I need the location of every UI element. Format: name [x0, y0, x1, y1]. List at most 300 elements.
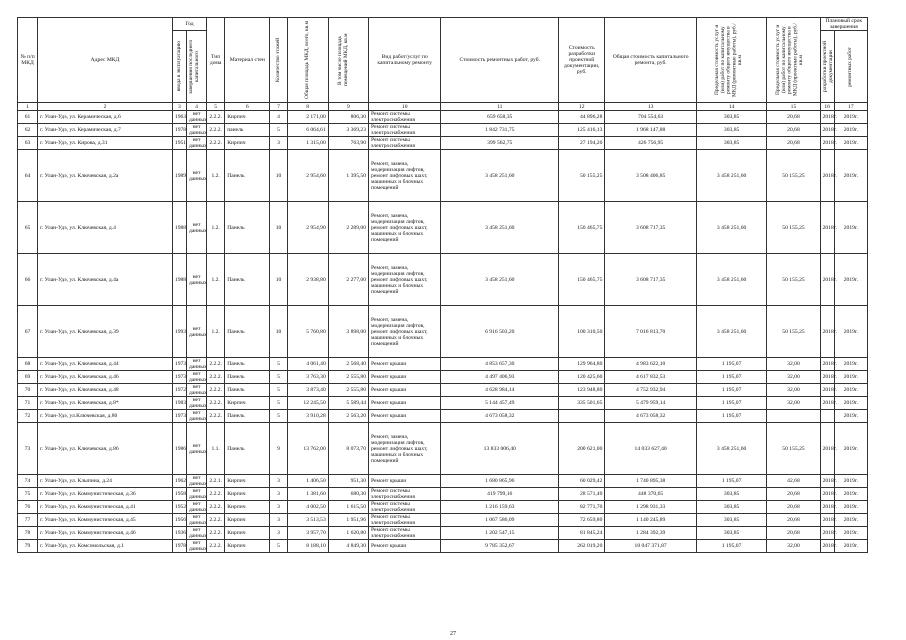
address-cell: г. Улан-Удэ, ул.Ключевская, д.80	[38, 410, 173, 423]
year-build-cell: 1973	[172, 371, 186, 384]
address-cell: г. Улан-Удэ, ул. Ключевская, д.86	[38, 423, 173, 475]
limit-repair-cell: 303,85	[696, 527, 766, 540]
plan-repair-cell: 2019г.	[834, 254, 867, 306]
address-cell: г. Улан-Удэ, ул. Коммунистическая, д.41	[38, 501, 173, 514]
column-numbers-row	[18, 103, 868, 111]
area-living-cell: 1 615,50	[328, 501, 368, 514]
table-row	[18, 384, 868, 397]
wall-material-cell: Кирпич	[225, 514, 270, 527]
limit-design-cell: 50 155,25	[767, 202, 820, 254]
year-build-cell: 1988	[172, 254, 186, 306]
cost-repair-cell: 4 853 657,30	[441, 358, 559, 371]
year-repair-cell: нет данных	[186, 488, 206, 501]
limit-design-cell: 42,68	[767, 475, 820, 488]
limit-design-cell: 50 155,25	[767, 254, 820, 306]
row-number: 77	[18, 514, 38, 527]
area-total-cell: 13 762,00	[287, 423, 328, 475]
work-type-cell: Ремонт системы электроснабжения	[369, 111, 441, 124]
col-limit-repair-header: Предельная стоимость услуг и (или) работ по капитальному ремонту общего имущества в МКД (ремонтные работы), руб./кв.м	[696, 18, 766, 103]
wall-material-cell: Панель	[225, 371, 270, 384]
column-number: 2	[38, 103, 173, 111]
work-type-cell: Ремонт крыши	[369, 358, 441, 371]
wall-material-cell: Панель	[225, 423, 270, 475]
house-type-cell: 2.2.2.	[207, 540, 225, 553]
area-total-cell: 2 938,80	[287, 254, 328, 306]
house-type-cell: 2.2.2.	[207, 384, 225, 397]
cost-total-cell: 4 752 932,94	[605, 384, 697, 397]
plan-repair-cell: 2019г.	[834, 137, 867, 150]
area-living-cell: 3 898,00	[328, 306, 368, 358]
col-material-header: Материал стен	[225, 18, 270, 103]
column-number: 10	[369, 103, 441, 111]
col-plan-header: Плановый срок завершения	[820, 18, 867, 31]
limit-repair-cell: 303,85	[696, 488, 766, 501]
column-number: 11	[441, 103, 559, 111]
house-type-cell: 2.2.2.	[207, 358, 225, 371]
cost-design-cell: 123 948,80	[559, 384, 605, 397]
wall-material-cell: Панель	[225, 410, 270, 423]
plan-repair-cell: 2019г.	[834, 306, 867, 358]
address-cell: г. Улан-Удэ, ул. Ключевская, д.46	[38, 371, 173, 384]
address-cell: г. Улан-Удэ, ул. Ключевская, д.4а	[38, 254, 173, 306]
table-row	[18, 358, 868, 371]
table-row	[18, 410, 868, 423]
cost-repair-cell: 1 067 586,09	[441, 514, 559, 527]
plan-repair-cell: 2019г.	[834, 371, 867, 384]
year-repair-cell: нет данных	[186, 384, 206, 397]
plan-design-cell: 2018г.	[820, 397, 834, 410]
table-row	[18, 475, 868, 488]
year-build-cell: 1978	[172, 540, 186, 553]
area-total-cell: 4 002,50	[287, 501, 328, 514]
limit-repair-cell: 303,85	[696, 111, 766, 124]
floors-cell: 3	[270, 475, 287, 488]
wall-material-cell: Кирпич	[225, 137, 270, 150]
cost-repair-cell: 1 202 547,15	[441, 527, 559, 540]
work-type-cell: Ремонт системы электроснабжения	[369, 501, 441, 514]
row-number: 71	[18, 397, 38, 410]
plan-repair-cell: 2019г.	[834, 423, 867, 475]
column-number: 13	[605, 103, 697, 111]
col-address-header: Адрес МКД	[38, 18, 173, 103]
work-type-cell: Ремонт крыши	[369, 475, 441, 488]
limit-design-cell: 20,68	[767, 124, 820, 137]
column-number: 12	[559, 103, 605, 111]
plan-design-cell: 2018г.	[820, 254, 834, 306]
cost-design-cell: 335 501,65	[559, 397, 605, 410]
cost-design-cell: 27 194,20	[559, 137, 605, 150]
column-number: 17	[834, 103, 867, 111]
floors-cell: 5	[270, 397, 287, 410]
cost-design-cell: 200 621,00	[559, 423, 605, 475]
year-repair-cell: нет данных	[186, 514, 206, 527]
limit-repair-cell: 1 195,07	[696, 358, 766, 371]
row-number: 69	[18, 371, 38, 384]
column-number: 15	[767, 103, 820, 111]
cost-design-cell: 150 465,75	[559, 254, 605, 306]
plan-design-cell: 2018г.	[820, 527, 834, 540]
year-build-cell: 1989	[172, 150, 186, 202]
table-row	[18, 124, 868, 137]
area-total-cell: 12 245,50	[287, 397, 328, 410]
column-number: 8	[287, 103, 328, 111]
address-cell: г. Улан-Удэ, ул. Керамическая, д.7	[38, 124, 173, 137]
row-number: 65	[18, 202, 38, 254]
cost-design-cell: 262 019,20	[559, 540, 605, 553]
cost-repair-cell: 4 673 058,32	[441, 410, 559, 423]
floors-cell: 3	[270, 488, 287, 501]
floors-cell: 10	[270, 150, 287, 202]
house-type-cell: 1.2.	[207, 306, 225, 358]
cost-total-cell: 7 016 813,70	[605, 306, 697, 358]
floors-cell: 5	[270, 358, 287, 371]
plan-design-cell: 2018г.	[820, 514, 834, 527]
limit-design-cell: 50 155,25	[767, 150, 820, 202]
cost-repair-cell: 3 458 251,60	[441, 202, 559, 254]
floors-cell: 5	[270, 410, 287, 423]
address-cell: г. Улан-Удэ, ул. Ключевская, д.4	[38, 202, 173, 254]
cost-total-cell: 1 740 895,38	[605, 475, 697, 488]
plan-design-cell: 2018г.	[820, 202, 834, 254]
year-repair-cell: нет данных	[186, 254, 206, 306]
table-row	[18, 254, 868, 306]
area-total-cell: 1 315,00	[287, 137, 328, 150]
house-type-cell: 1.1.	[207, 423, 225, 475]
limit-design-cell	[767, 410, 820, 423]
area-total-cell: 1 406,50	[287, 475, 328, 488]
table-row	[18, 111, 868, 124]
col-year-repair-header: завершения последнего капитального	[186, 31, 206, 103]
cost-repair-cell: 5 144 457,49	[441, 397, 559, 410]
plan-design-cell: 2018г.	[820, 475, 834, 488]
wall-material-cell: Панель	[225, 254, 270, 306]
row-number: 67	[18, 306, 38, 358]
cost-total-cell: 4 673 058,32	[605, 410, 697, 423]
column-number: 4	[186, 103, 206, 111]
cost-design-cell: 28 571,40	[559, 488, 605, 501]
col-floors-header: Количество этажей	[270, 18, 287, 103]
floors-cell: 3	[270, 501, 287, 514]
year-repair-cell: нет данных	[186, 423, 206, 475]
plan-design-cell: 2018г.	[820, 137, 834, 150]
table-row	[18, 150, 868, 202]
area-total-cell: 3 763,30	[287, 371, 328, 384]
column-number: 9	[328, 103, 368, 111]
plan-repair-cell: 2019г.	[834, 501, 867, 514]
address-cell: г. Улан-Удэ, ул. Ключевская, д.2а	[38, 150, 173, 202]
cost-design-cell: 100 310,50	[559, 306, 605, 358]
house-type-cell: 2.2.2.	[207, 501, 225, 514]
year-build-cell: 1956	[172, 514, 186, 527]
cost-repair-cell: 13 833 006,40	[441, 423, 559, 475]
table-header	[18, 18, 868, 111]
capital-repair-table	[17, 17, 868, 553]
plan-repair-cell: 2019г.	[834, 358, 867, 371]
col-area-living-header: В том числе площадь помещений МКД, кв.м	[328, 18, 368, 103]
work-type-cell: Ремонт системы электроснабжения	[369, 514, 441, 527]
house-type-cell: 2.2.1.	[207, 475, 225, 488]
wall-material-cell: Кирпич	[225, 488, 270, 501]
year-build-cell: 1936	[172, 527, 186, 540]
cost-total-cell: 10 047 371,87	[605, 540, 697, 553]
row-number: 61	[18, 111, 38, 124]
wall-material-cell: Кирпич	[225, 527, 270, 540]
limit-design-cell: 20,68	[767, 527, 820, 540]
cost-design-cell: 60 029,42	[559, 475, 605, 488]
row-number: 63	[18, 137, 38, 150]
area-living-cell: 2 555,80	[328, 371, 368, 384]
year-repair-cell: нет данных	[186, 124, 206, 137]
area-living-cell: 1 395,50	[328, 150, 368, 202]
cost-repair-cell: 419 799,16	[441, 488, 559, 501]
floors-cell: 3	[270, 527, 287, 540]
plan-design-cell: 2018г.	[820, 124, 834, 137]
limit-design-cell: 32,00	[767, 397, 820, 410]
area-living-cell: 2 289,00	[328, 202, 368, 254]
column-number: 5	[207, 103, 225, 111]
plan-repair-cell: 2019г.	[834, 150, 867, 202]
limit-design-cell: 32,00	[767, 371, 820, 384]
floors-cell: 3	[270, 137, 287, 150]
cost-total-cell: 3 608 717,35	[605, 254, 697, 306]
table-row	[18, 488, 868, 501]
floors-cell: 5	[270, 540, 287, 553]
cost-repair-cell: 9 785 352,67	[441, 540, 559, 553]
wall-material-cell: панель	[225, 124, 270, 137]
year-repair-cell: нет данных	[186, 540, 206, 553]
cost-total-cell: 426 756,95	[605, 137, 697, 150]
table-body	[18, 111, 868, 553]
year-repair-cell: нет данных	[186, 306, 206, 358]
col-type-header: Тип дома	[207, 18, 225, 103]
year-build-cell: 1951	[172, 137, 186, 150]
plan-design-cell: 2018г.	[820, 488, 834, 501]
year-repair-cell: нет данных	[186, 475, 206, 488]
address-cell: г. Улан-Удэ, ул. Ключевская, д.8*	[38, 397, 173, 410]
address-cell: г. Улан-Удэ, ул. Клыпина, д.24	[38, 475, 173, 488]
floors-cell: 9	[270, 423, 287, 475]
row-number: 79	[18, 540, 38, 553]
wall-material-cell: Панель	[225, 306, 270, 358]
area-living-cell: 4 849,30	[328, 540, 368, 553]
column-number: 1	[18, 103, 38, 111]
col-year-header: Год	[172, 18, 206, 31]
plan-design-cell: 2018г.	[820, 111, 834, 124]
limit-design-cell: 32,00	[767, 384, 820, 397]
cost-repair-cell: 1 680 865,96	[441, 475, 559, 488]
house-type-cell: 2.2.2.	[207, 124, 225, 137]
col-area-total-header: Общая площадь МКД, всего, кв.м	[287, 18, 328, 103]
address-cell: г. Улан-Удэ, ул. Кирова, д.31	[38, 137, 173, 150]
page-number: 27	[450, 631, 456, 637]
limit-repair-cell: 1 195,07	[696, 540, 766, 553]
table-row	[18, 514, 868, 527]
address-cell: г. Улан-Удэ, ул. Ключевская, д.44	[38, 358, 173, 371]
work-type-cell: Ремонт крыши	[369, 410, 441, 423]
plan-repair-cell: 2019г.	[834, 124, 867, 137]
cost-design-cell: 72 659,80	[559, 514, 605, 527]
cost-design-cell: 125 416,13	[559, 124, 605, 137]
table-row	[18, 306, 868, 358]
cost-design-cell: 82 771,70	[559, 501, 605, 514]
house-type-cell: 1.2.	[207, 202, 225, 254]
house-type-cell: 2.2.2.	[207, 397, 225, 410]
year-build-cell: 1988	[172, 202, 186, 254]
wall-material-cell: Панель	[225, 150, 270, 202]
table-row	[18, 371, 868, 384]
limit-repair-cell: 1 195,07	[696, 371, 766, 384]
wall-material-cell: Панель	[225, 384, 270, 397]
limit-repair-cell: 3 458 251,60	[696, 254, 766, 306]
limit-design-cell: 32,00	[767, 358, 820, 371]
year-repair-cell: нет данных	[186, 371, 206, 384]
limit-repair-cell: 303,85	[696, 137, 766, 150]
col-cost-repair-header: Стоимость ремонтных работ, руб.	[441, 18, 559, 103]
work-type-cell: Ремонт системы электроснабжения	[369, 527, 441, 540]
work-type-cell: Ремонт системы электроснабжения	[369, 124, 441, 137]
house-type-cell: 2.2.2.	[207, 488, 225, 501]
area-total-cell: 3 910,28	[287, 410, 328, 423]
plan-design-cell: 2018г.	[820, 540, 834, 553]
cost-design-cell: 44 896,28	[559, 111, 605, 124]
area-living-cell: 1 951,96	[328, 514, 368, 527]
area-total-cell: 3 957,70	[287, 527, 328, 540]
year-build-cell: 1986	[172, 423, 186, 475]
plan-repair-cell: 2019г.	[834, 514, 867, 527]
floors-cell: 4	[270, 111, 287, 124]
column-number: 3	[172, 103, 186, 111]
plan-repair-cell: 2019г.	[834, 111, 867, 124]
floors-cell: 5	[270, 124, 287, 137]
cost-design-cell	[559, 410, 605, 423]
house-type-cell: 2.2.2.	[207, 514, 225, 527]
limit-repair-cell: 3 458 251,60	[696, 202, 766, 254]
year-build-cell: 1962	[172, 475, 186, 488]
area-living-cell: 2 555,80	[328, 384, 368, 397]
limit-repair-cell: 1 195,07	[696, 410, 766, 423]
cost-repair-cell: 4 628 984,14	[441, 384, 559, 397]
house-type-cell: 2.2.2.	[207, 111, 225, 124]
year-build-cell: 1978	[172, 124, 186, 137]
area-living-cell: 5 589,44	[328, 397, 368, 410]
house-type-cell: 2.2.2.	[207, 527, 225, 540]
year-repair-cell: нет данных	[186, 358, 206, 371]
cost-total-cell: 14 033 627,40	[605, 423, 697, 475]
work-type-cell: Ремонт, замена, модернизация лифтов, ремонт лифтовых шахт, машинных и блочных помещений	[369, 150, 441, 202]
plan-repair-cell: 2019г.	[834, 384, 867, 397]
limit-repair-cell: 303,85	[696, 514, 766, 527]
cost-total-cell: 704 554,63	[605, 111, 697, 124]
year-build-cell: 1963	[172, 111, 186, 124]
house-type-cell: 1.2.	[207, 150, 225, 202]
area-living-cell: 2 277,00	[328, 254, 368, 306]
work-type-cell: Ремонт, замена, модернизация лифтов, ремонт лифтовых шахт, машинных и блочных помещений	[369, 202, 441, 254]
area-total-cell: 2 954,90	[287, 202, 328, 254]
area-living-cell: 8 073,70	[328, 423, 368, 475]
table-row	[18, 540, 868, 553]
work-type-cell: Ремонт системы электроснабжения	[369, 488, 441, 501]
area-total-cell: 3 873,40	[287, 384, 328, 397]
work-type-cell: Ремонт, замена, модернизация лифтов, ремонт лифтовых шахт, машинных и блочных помещений	[369, 423, 441, 475]
row-number: 70	[18, 384, 38, 397]
cost-total-cell: 448 370,65	[605, 488, 697, 501]
area-total-cell: 8 188,10	[287, 540, 328, 553]
year-repair-cell: нет данных	[186, 501, 206, 514]
wall-material-cell: Кирпич	[225, 111, 270, 124]
plan-design-cell: 2018г.	[820, 501, 834, 514]
table-row	[18, 423, 868, 475]
cost-design-cell: 50 155,25	[559, 150, 605, 202]
wall-material-cell: Панель	[225, 358, 270, 371]
col-limit-design-header: Предельная стоимость услуг и (или) работ по капитальному ремонту общего имущества в МКД (проектные работы), руб./кв.м	[767, 18, 820, 103]
cost-repair-cell: 1 842 731,75	[441, 124, 559, 137]
column-number: 14	[696, 103, 766, 111]
address-cell: г. Улан-Удэ, ул. Ключевская, д.48	[38, 384, 173, 397]
col-num-header: № п/п МКД	[18, 18, 38, 103]
area-total-cell: 2 954,60	[287, 150, 328, 202]
limit-design-cell: 20,68	[767, 501, 820, 514]
cost-total-cell: 3 608 717,35	[605, 202, 697, 254]
work-type-cell: Ремонт, замена, модернизация лифтов, ремонт лифтовых шахт, машинных и блочных помещений	[369, 306, 441, 358]
limit-repair-cell: 3 458 251,60	[696, 423, 766, 475]
row-number: 78	[18, 527, 38, 540]
col-year-build-header: ввода в эксплуатацию	[172, 31, 186, 103]
cost-repair-cell: 6 916 503,20	[441, 306, 559, 358]
row-number: 62	[18, 124, 38, 137]
floors-cell: 5	[270, 384, 287, 397]
limit-design-cell: 20,68	[767, 488, 820, 501]
year-build-cell: 1958	[172, 488, 186, 501]
cost-design-cell: 129 964,80	[559, 358, 605, 371]
area-living-cell: 2 568,40	[328, 358, 368, 371]
plan-repair-cell: 2019г.	[834, 540, 867, 553]
year-build-cell: 1952	[172, 501, 186, 514]
cost-repair-cell: 659 658,35	[441, 111, 559, 124]
limit-design-cell: 32,00	[767, 540, 820, 553]
cost-total-cell: 5 479 959,14	[605, 397, 697, 410]
limit-design-cell: 20,68	[767, 137, 820, 150]
row-number: 73	[18, 423, 38, 475]
plan-design-cell: 2018г.	[820, 384, 834, 397]
wall-material-cell: Панель	[225, 202, 270, 254]
area-living-cell: 3 369,23	[328, 124, 368, 137]
cost-total-cell: 1 140 245,89	[605, 514, 697, 527]
wall-material-cell: Кирпич	[225, 540, 270, 553]
plan-design-cell: 2018г.	[820, 371, 834, 384]
work-type-cell: Ремонт, замена, модернизация лифтов, ремонт лифтовых шахт, машинных и блочных помещений	[369, 254, 441, 306]
limit-repair-cell: 1 195,07	[696, 384, 766, 397]
limit-design-cell: 20,68	[767, 514, 820, 527]
house-type-cell: 2.2.2.	[207, 137, 225, 150]
limit-repair-cell: 303,85	[696, 124, 766, 137]
floors-cell: 5	[270, 371, 287, 384]
cost-total-cell: 3 508 406,85	[605, 150, 697, 202]
table-row	[18, 527, 868, 540]
plan-repair-cell: 2019г.	[834, 397, 867, 410]
work-type-cell: Ремонт крыши	[369, 540, 441, 553]
year-build-cell: 1983	[172, 397, 186, 410]
plan-design-cell: 2018г.	[820, 150, 834, 202]
year-repair-cell: нет данных	[186, 397, 206, 410]
row-number: 75	[18, 488, 38, 501]
plan-design-cell: 2018г.	[820, 358, 834, 371]
year-repair-cell: нет данных	[186, 137, 206, 150]
limit-design-cell: 50 155,25	[767, 306, 820, 358]
floors-cell: 10	[270, 306, 287, 358]
limit-repair-cell: 303,85	[696, 501, 766, 514]
area-total-cell: 4 061,40	[287, 358, 328, 371]
year-repair-cell: нет данных	[186, 150, 206, 202]
